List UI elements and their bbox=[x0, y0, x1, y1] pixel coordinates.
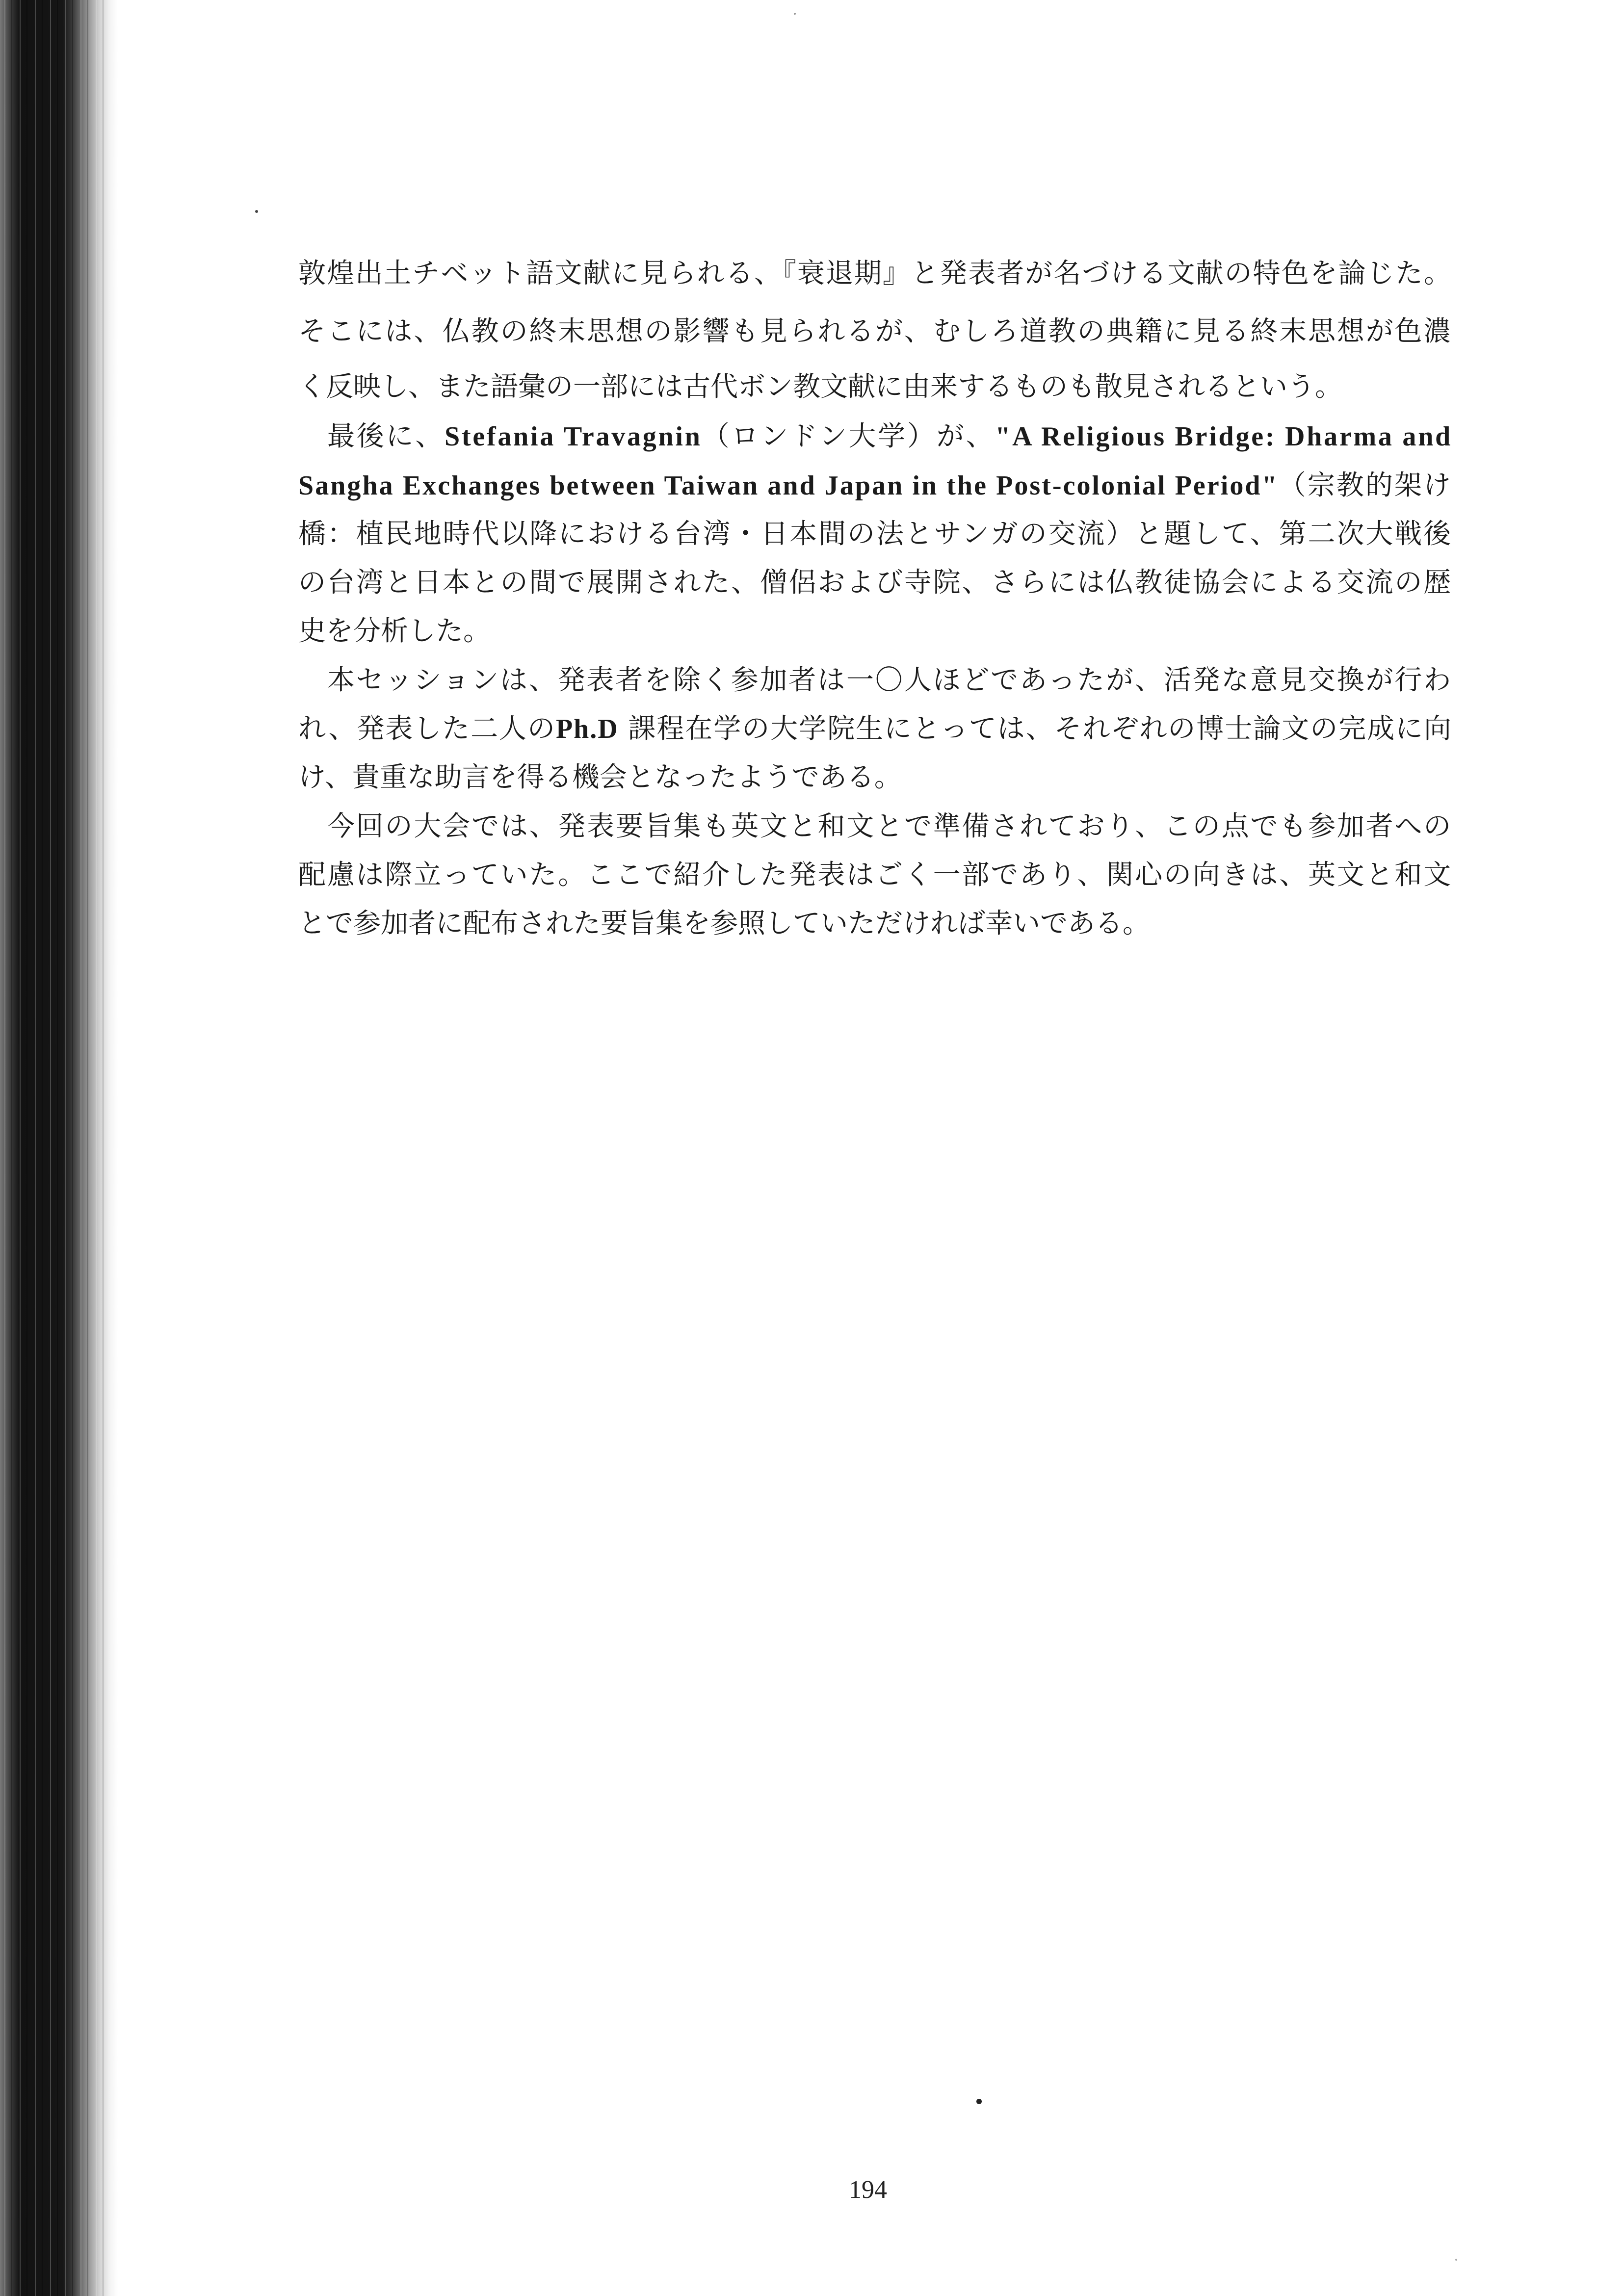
text-line bbox=[298, 907, 1452, 941]
text-line bbox=[298, 314, 1452, 349]
text-segment: の台湾と日本との間で展開された、僧侶および寺院、さらには仏教徒協会による交流の歴 bbox=[298, 567, 1452, 599]
text-line bbox=[298, 517, 1452, 551]
text-segment: 配慮は際立っていた。ここで紹介した発表はごく一部であり、関心の向きは、英文と和文 bbox=[298, 859, 1452, 891]
scan-speck bbox=[1455, 2259, 1457, 2261]
text-line bbox=[327, 663, 1452, 698]
degree-abbreviation: Ph.D bbox=[555, 714, 619, 744]
text-line bbox=[327, 809, 1452, 844]
text-line bbox=[298, 370, 1452, 404]
text-segment: く反映し、また語彙の一部には古代ボン教文献に由来するものも散見されるという。 bbox=[298, 371, 1342, 403]
text-line bbox=[298, 566, 1452, 600]
paper-title: Sangha Exchanges between Taiwan and Japan in the Post-colonial Period" bbox=[298, 470, 1279, 501]
text-line bbox=[298, 760, 1452, 795]
text-segment: とで参加者に配布された要旨集を参照していただければ幸いである。 bbox=[298, 908, 1150, 939]
text-segment: れ、発表した二人の bbox=[298, 713, 556, 745]
text-line bbox=[298, 614, 1452, 649]
scan-speck bbox=[794, 13, 796, 15]
text-segment: 橋：植民地時代以降における台湾・日本間の法とサンガの交流）と題して、第二次大戦後 bbox=[298, 518, 1452, 550]
binding-shadow-stripes bbox=[0, 0, 118, 2296]
text-segment: そこには、仏教の終末思想の影響も見られるが、むしろ道教の典籍に見る終末思想が色濃 bbox=[298, 315, 1452, 347]
text-segment: 課程在学の大学院生にとっては、それぞれの博士論文の完成に向 bbox=[618, 713, 1452, 745]
paper-title: "A Religious Bridge: Dharma and bbox=[995, 421, 1453, 452]
scan-speck bbox=[976, 2099, 982, 2104]
text-line bbox=[298, 858, 1452, 892]
text-segment: 史を分析した。 bbox=[298, 615, 491, 647]
text-line bbox=[298, 712, 1452, 746]
scan-speck bbox=[255, 210, 258, 213]
text-segment: け、貴重な助言を得る機会となったようである。 bbox=[298, 761, 902, 793]
text-line bbox=[327, 419, 1452, 454]
text-segment: 敦煌出土チベット語文献に見られる、『衰退期』と発表者が名づける文献の特色を論じた。 bbox=[298, 258, 1452, 289]
page-number: 194 bbox=[849, 2176, 887, 2204]
text-segment: （宗教的架け bbox=[1278, 470, 1452, 501]
text-segment: 今回の大会では、発表要旨集も英文と和文とで準備されており、この点でも参加者への bbox=[327, 810, 1452, 842]
text-line bbox=[298, 469, 1452, 503]
text-segment: 最後に、 bbox=[327, 420, 445, 452]
text-line bbox=[298, 257, 1452, 291]
author-name: Stefania Travagnin bbox=[445, 421, 702, 452]
text-segment: （ロンドン大学）が、 bbox=[702, 420, 995, 452]
text-segment: 本セッションは、発表者を除く参加者は一〇人ほどであったが、活発な意見交換が行わ bbox=[327, 664, 1452, 696]
